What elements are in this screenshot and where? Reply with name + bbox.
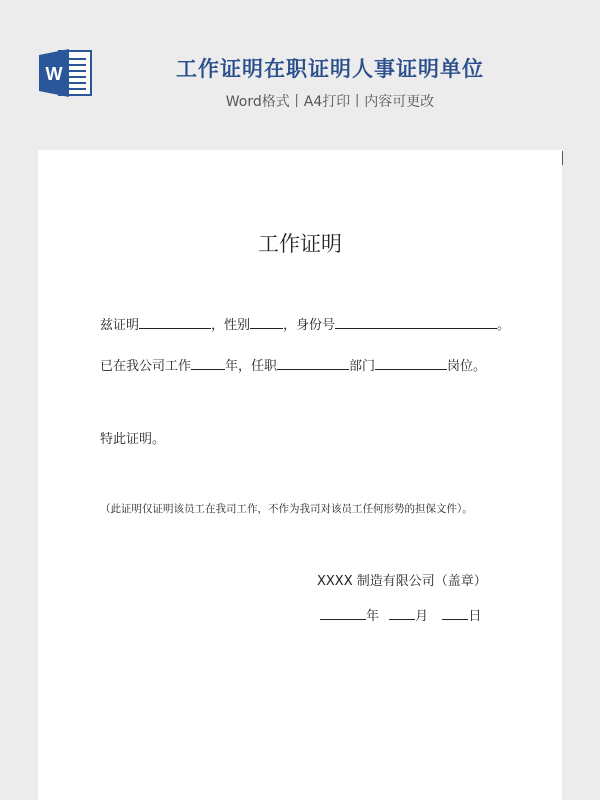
id-number-blank[interactable] <box>335 316 497 329</box>
line1-text-4: 。 <box>497 318 511 333</box>
company-seal-line: XXXX 制造有限公司（盖章） <box>317 574 487 589</box>
name-blank[interactable] <box>139 316 211 329</box>
line2-text-2: 年，任职 <box>225 359 278 374</box>
day-label: 日 <box>468 609 482 624</box>
day-blank[interactable] <box>442 607 468 620</box>
document-page <box>38 150 562 800</box>
month-blank[interactable] <box>389 607 415 620</box>
certificate-line-2 <box>100 355 486 374</box>
word-icon <box>39 49 93 97</box>
year-label: 年 <box>366 609 380 624</box>
position-blank[interactable] <box>375 357 447 370</box>
line1-text-2: ，性别 <box>211 318 251 333</box>
word-icon-letter: W <box>45 64 63 84</box>
line1-text-3: ，身份号 <box>283 318 336 333</box>
line2-text-3: 部门 <box>349 359 376 374</box>
line2-text-1: 已在我公司工作 <box>100 359 192 374</box>
page-subtitle: Word格式丨A4打印丨内容可更改 <box>225 94 435 110</box>
line1-text-1: 兹证明 <box>100 318 140 333</box>
page-title: 工作证明在职证明人事证明单位 <box>176 57 484 81</box>
text-cursor <box>562 151 563 165</box>
year-blank[interactable] <box>320 607 366 620</box>
date-line <box>320 605 481 624</box>
gender-blank[interactable] <box>250 316 283 329</box>
month-label: 月 <box>415 609 429 624</box>
line2-text-4: 岗位。 <box>447 359 487 374</box>
disclaimer-note: （此证明仅证明该员工在我司工作，不作为我司对该员工任何形势的担保文件）。 <box>100 503 473 515</box>
department-blank[interactable] <box>277 357 349 370</box>
years-blank[interactable] <box>191 357 225 370</box>
header <box>0 0 600 150</box>
certificate-line-1 <box>100 314 510 333</box>
certificate-line-3: 特此证明。 <box>100 432 166 447</box>
document-title: 工作证明 <box>258 232 342 256</box>
